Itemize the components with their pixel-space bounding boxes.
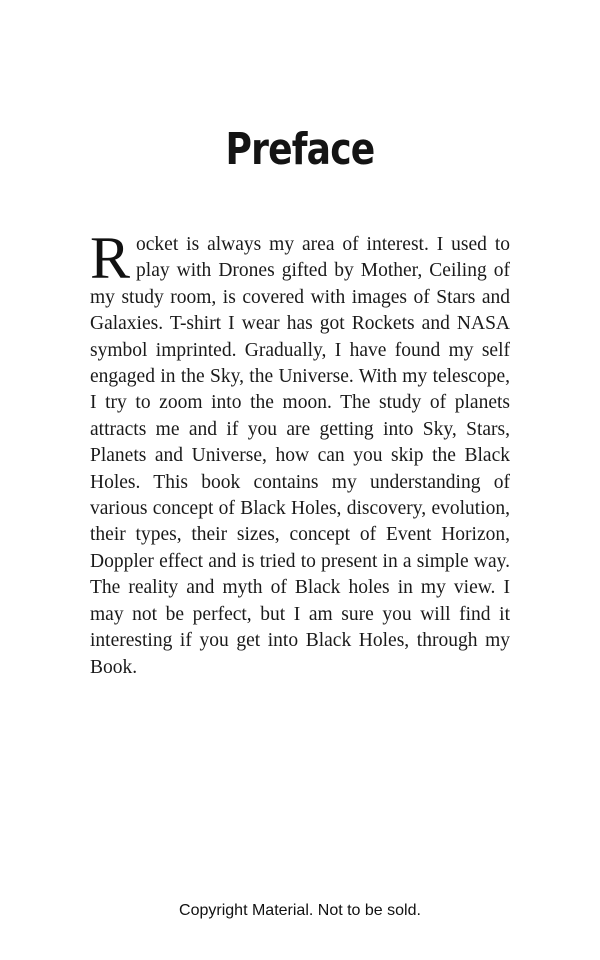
page-title: Preface bbox=[225, 124, 375, 175]
copyright-footer: Copyright Material. Not to be sold. bbox=[179, 902, 421, 919]
preface-body-text: ocket is always my area of interest. I used to play with Drones gifted by Mother, Ceiling of my study room, is covered with images of Stars and Galaxies. T-shirt I wear has got Rockets and NASA symbol imprinted. Gradually, I have found my self engaged in the Sky, the Universe. With my telescope, I try to zoom into the moon. The study of planets attracts me and if you are getting into Sky, Stars, Planets and Universe, how can you skip the Black Holes. This book contains my understanding of various concept of Black Holes, discovery, evolution, their types, their sizes, concept of Event Horizon, Doppler effect and is tried to present in a simple way. The reality and myth of Black holes in my view. I may not be perfect, but I am sure you will find it interesting if you get into Black Holes, through my Book. bbox=[90, 234, 510, 678]
preface-paragraph bbox=[90, 225, 510, 681]
drop-cap: R bbox=[90, 225, 131, 291]
